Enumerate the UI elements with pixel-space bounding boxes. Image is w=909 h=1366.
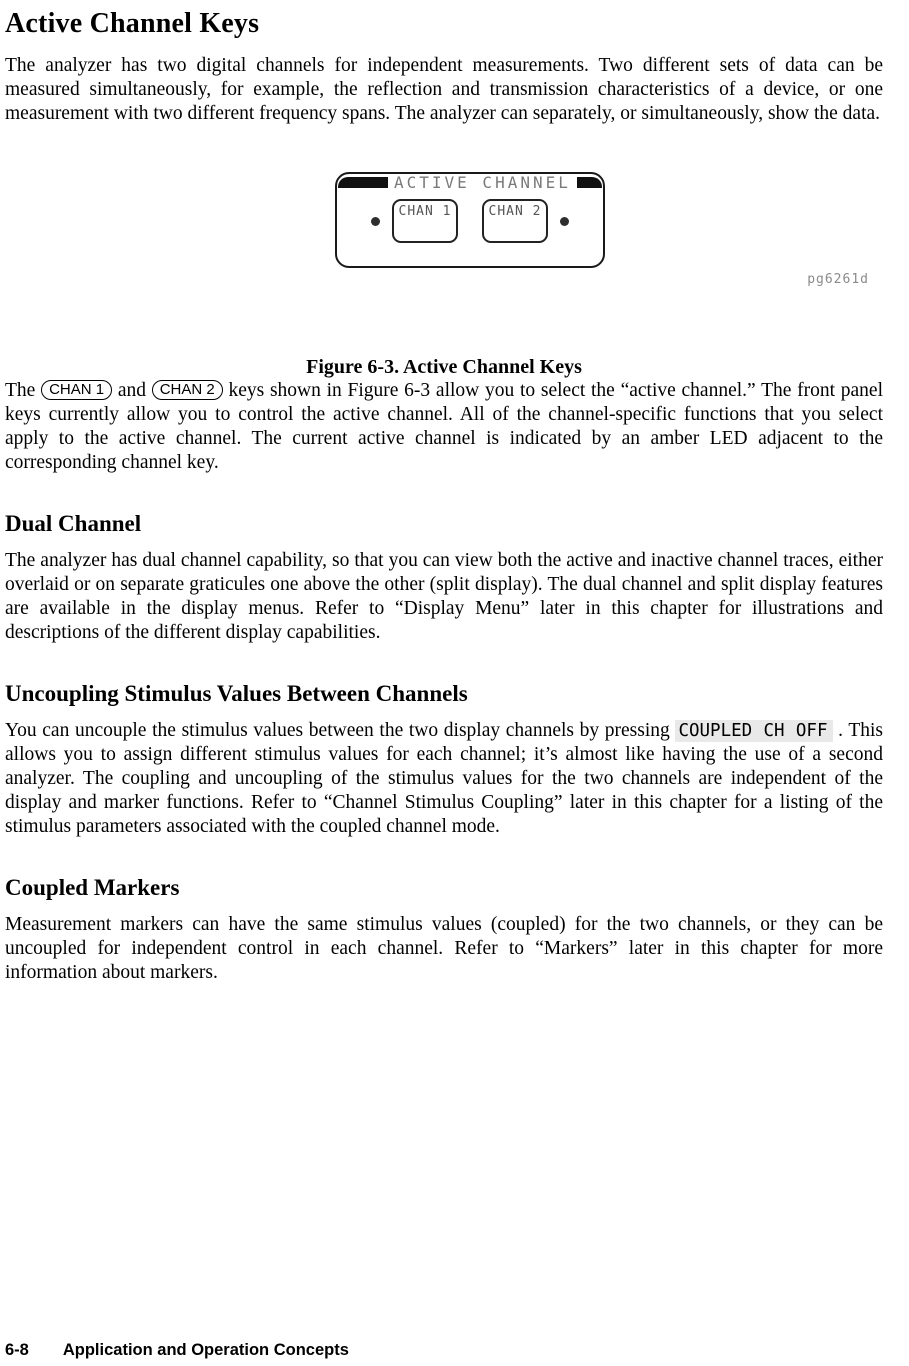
keys-paragraph xyxy=(5,379,883,475)
footer-label: Application and Operation Concepts xyxy=(62,1341,349,1359)
dual-channel-paragraph: The analyzer has dual channel capability, so that you can view both the active and inactive channel traces, either overlaid or on separate graticules one above the other (split display). The dual channel and split display features are available in the display menus. Refer to “Display Menu” later in this chapter for illustrations and descriptions of the different display capabilities. xyxy=(5,550,883,643)
uncoupling-text-2: . This allows you to assign different stimulus values for each channel; it’s almost like having the use of a second analyzer. The coupling and uncoupling of the stimulus values for the two channels are independent of the display and marker functions. Refer to “Channel Stimulus Coupling” later in this chapter for a listing of the stimulus parameters associated with the coupled channel mode. xyxy=(5,720,883,837)
softkey-coupled-ch-off: COUPLED CH OFF xyxy=(675,720,832,742)
active-channel-panel xyxy=(335,172,605,268)
panel-bar-right xyxy=(577,177,602,188)
panel-header xyxy=(337,172,603,192)
section-heading-uncoupling: Uncoupling Stimulus Values Between Channels xyxy=(5,681,468,706)
intro-paragraph: The analyzer has two digital channels for independent measurements. Two different sets of data can be measured simultaneously, for example, the reflection and transmission characteristics of a device, or one measurement with two different frequency spans. The analyzer can separately, or simultaneously, show the data. xyxy=(5,55,883,124)
keys-paragraph-text-2: and xyxy=(112,380,152,401)
uncoupling-paragraph xyxy=(5,719,883,839)
chan1-button: CHAN 1 xyxy=(392,199,458,243)
section-heading-dual-channel: Dual Channel xyxy=(5,511,142,536)
keys-paragraph-text-3: keys shown in Figure 6-3 allow you to select the “active channel.” The front panel keys currently allow you to control the active channel. All of the channel-specific functions that you select apply to the active channel. The current active channel is indicated by an amber LED adjacent to the corresponding channel key. xyxy=(5,380,883,473)
figure-code: pg6261d xyxy=(807,272,869,287)
figure-active-channel-keys xyxy=(5,172,883,322)
keycap-chan2: CHAN 2 xyxy=(152,380,223,400)
figure-caption: Figure 6-3. Active Channel Keys xyxy=(306,356,582,378)
panel-bar-left xyxy=(338,177,388,188)
panel-body xyxy=(337,199,603,243)
keycap-chan1: CHAN 1 xyxy=(41,380,112,400)
led-indicator-right xyxy=(560,217,569,226)
coupled-markers-paragraph: Measurement markers can have the same stimulus values (coupled) for the two channels, or they can be uncoupled for independent control in each channel. Refer to “Markers” later in this chapter for more information about markers. xyxy=(5,914,883,983)
chan2-button: CHAN 2 xyxy=(482,199,548,243)
section-heading-coupled-markers: Coupled Markers xyxy=(5,875,180,900)
footer-page-number: 6-8 xyxy=(5,1341,29,1359)
panel-label: ACTIVE CHANNEL xyxy=(394,172,571,192)
keys-paragraph-text-1: The xyxy=(5,380,42,401)
led-indicator-left xyxy=(371,217,380,226)
page-footer xyxy=(5,1341,349,1360)
uncoupling-text-1: You can uncouple the stimulus values between the two display channels by pressing xyxy=(5,720,676,741)
page-title: Active Channel Keys xyxy=(5,8,260,39)
